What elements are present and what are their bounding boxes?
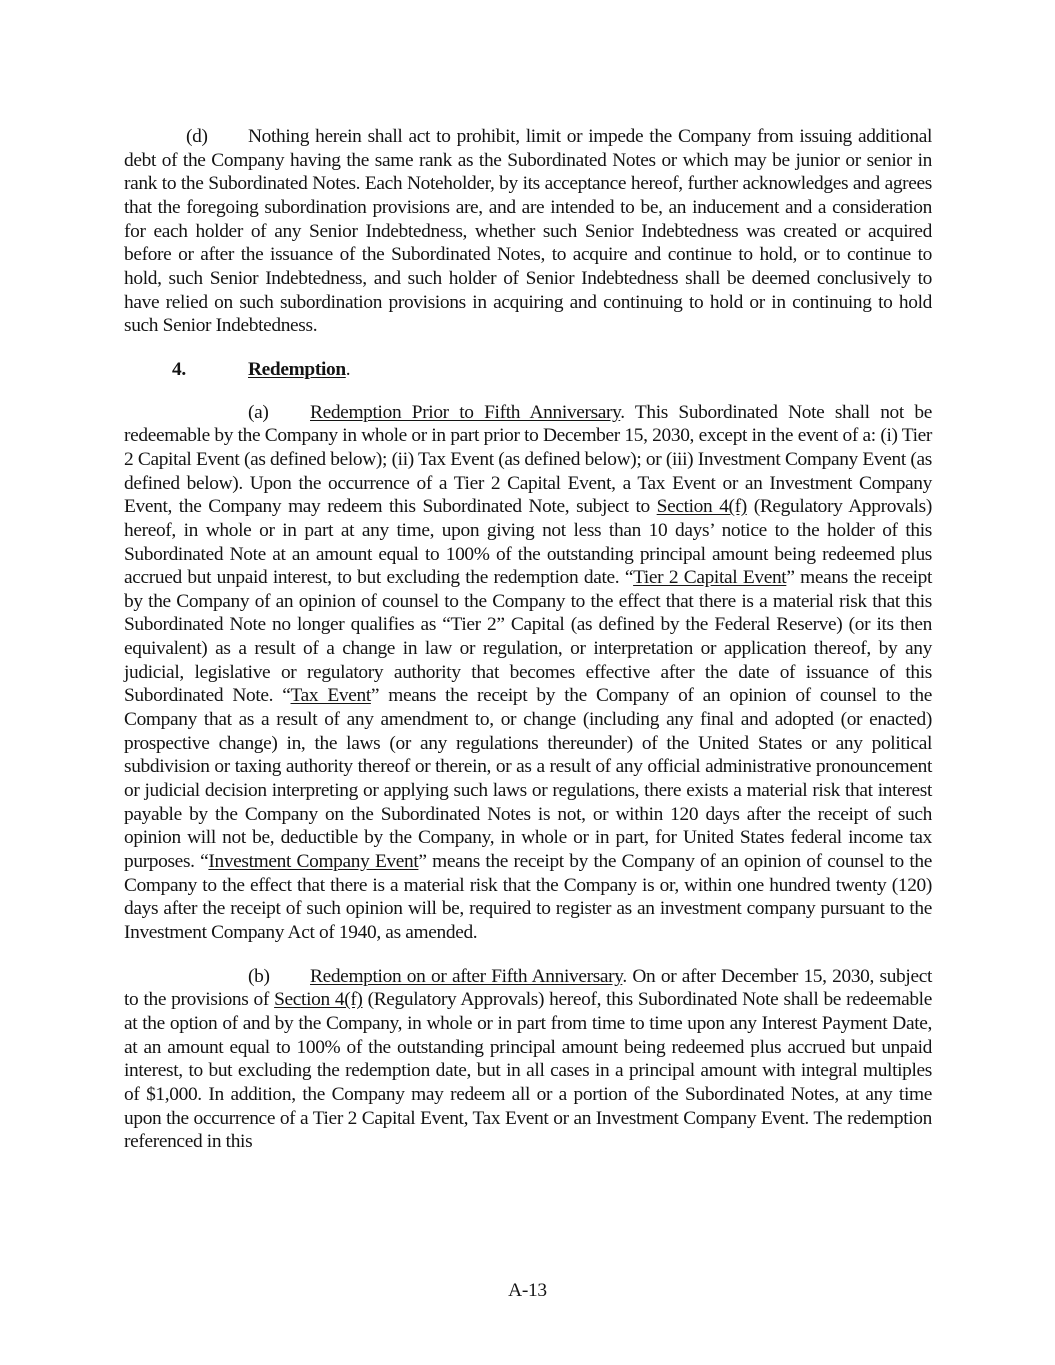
definition-investment-company-event: Investment Company Event	[208, 851, 419, 873]
paragraph-a-text-3: ” means the receipt by the Company of an opinion of counsel to the Company to the effect that there is a material risk that this Subordinated Note no longer qualifies as “Tier 2” Capital (as defined by the Federal Reserve) (or its then equivalent) as a result of a change in law or regulation, or interpretation or application thereof, by any judicial, legislative or regulatory authority that becomes effective after the date of issuance of this Subordinated Note. “	[124, 567, 932, 707]
paragraph-d-label: (d)	[186, 126, 208, 147]
paragraph-a-text-1: . This Subordinated Note shall not be redeemable by the Company in whole or in part prior to December 15, 2030, except in the event of a: (i) Tier 2 Capital Event (as defined below); (ii) Tax Event (as defined below); or (iii) Investment Company Event (as defined below). Upon the occurrence of a Tier 2 Capital Event, a Tax Event or an Investment Company Event, the Company may redeem this Subordinated Note, subject to	[124, 401, 932, 518]
paragraph-a-text-5: ” means the receipt by the Company of an opinion of counsel to the Company to the effect that there is a material risk that the Company is or, within one hundred twenty (120) days after the receipt of such opinion will be, required to register as an investment company pursuant to the Investment Company Act of 1940, as amended.	[124, 851, 932, 943]
paragraph-b-heading: Redemption on or after Fifth Anniversary	[310, 965, 623, 987]
paragraph-b-text-1: . On or after December 15, 2030, subject to the provisions of	[124, 965, 932, 1011]
document-page	[124, 125, 932, 1174]
paragraph-a-heading: Redemption Prior to Fifth Anniversary	[310, 401, 621, 423]
section-4f-reference-b: Section 4(f)	[274, 989, 363, 1011]
paragraph-a	[124, 401, 932, 945]
paragraph-b	[124, 965, 932, 1154]
paragraph-d	[124, 125, 932, 338]
paragraph-d-text: Nothing herein shall act to prohibit, limit or impede the Company from issuing additional debt of the Company having the same rank as the Subordinated Notes or which may be junior or senior in rank to the Subordinated Notes. Each Noteholder, by its acceptance hereof, further acknowledges and agrees that the foregoing subordination provisions are, and are intended to be, an inducement and a consideration for each holder of any Senior Indebtedness, whether such Senior Indebtedness was created or acquired before or after the issuance of the Subordinated Notes, to acquire and continue to hold, or to continue to hold, such Senior Indebtedness, and such holder of Senior Indebtedness shall be deemed conclusively to have relied on such subordination provisions in acquiring and continuing to hold or in continuing to hold such Senior Indebtedness.	[124, 126, 932, 337]
section-4-title-suffix: .	[345, 358, 351, 380]
page-number: A-13	[508, 1280, 547, 1301]
paragraph-a-text-2: (Regulatory Approvals) hereof, in whole or in part at any time, upon giving not less than 10 days’ notice to the holder of this Subordinated Note at an amount equal to 100% of the outstanding principal amount being redeemed plus accrued but unpaid interest, to but excluding the redemption date. “	[124, 496, 932, 589]
definition-tier-2-capital-event: Tier 2 Capital Event	[633, 567, 787, 589]
section-4-heading	[124, 358, 932, 382]
paragraph-b-label: (b)	[248, 965, 270, 987]
section-4-number: 4.	[172, 358, 186, 380]
definition-tax-event: Tax Event	[290, 685, 371, 707]
paragraph-b-text-2: (Regulatory Approvals) hereof, this Subordinated Note shall be redeemable at the option of and by the Company, in whole or in part from time to time upon any Interest Payment Date, at an amount equal to 100% of the outstanding principal amount being redeemed plus accrued but unpaid interest, to but excluding the redemption date, but in all cases in a principal amount with integral multiples of $1,000. In addition, the Company may redeem all or a portion of the Subordinated Notes, at any time upon the occurrence of a Tier 2 Capital Event, Tax Event or an Investment Company Event. The redemption referenced in this	[124, 989, 932, 1153]
paragraph-a-text-4: ” means the receipt by the Company of an opinion of counsel to the Company that as a result of any amendment to, or change (including any final and adopted (or enacted) prospective change) in, the laws (or any regulations thereunder) of the United States or any political subdivision or taxing authority thereof or therein, or as a result of any official administrative pronouncement or judicial decision interpreting or applying such laws or regulations, there exists a material risk that interest payable by the Company on the Subordinated Notes is not, or within 120 days after the receipt of such opinion will not be, deductible by the Company, in whole or in part, for United States federal income tax purposes. “	[124, 685, 932, 873]
section-4f-reference: Section 4(f)	[656, 496, 747, 518]
section-4-title: Redemption	[248, 358, 346, 380]
paragraph-a-label: (a)	[248, 401, 269, 423]
